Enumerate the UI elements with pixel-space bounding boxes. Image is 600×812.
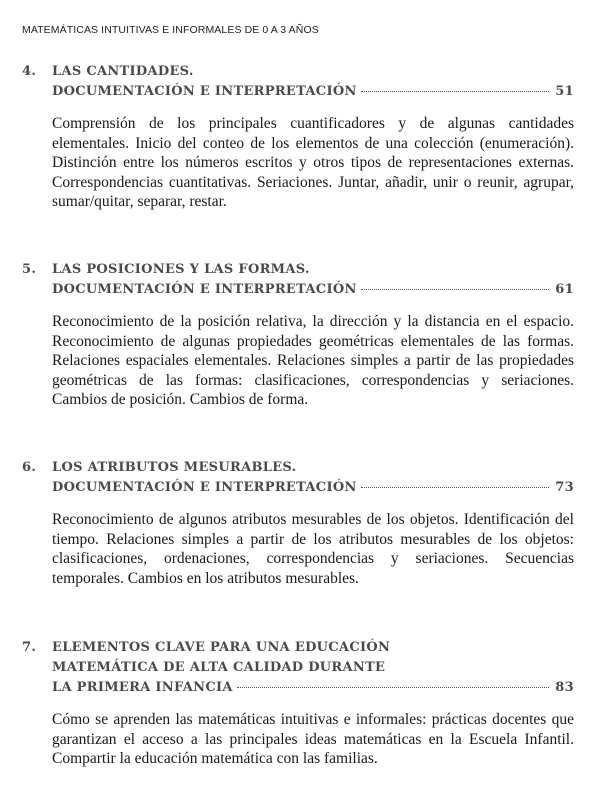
toc-entry-title-line bbox=[22, 262, 574, 282]
toc-entry-5 bbox=[22, 262, 574, 410]
entry-title: DOCUMENTACIÓN E INTERPRETACIÓN bbox=[52, 84, 357, 99]
dot-leader bbox=[361, 487, 550, 488]
entry-title: LA PRIMERA INFANCIA bbox=[52, 680, 233, 695]
entry-title: ELEMENTOS CLAVE PARA UNA EDUCACIÓN bbox=[52, 640, 391, 655]
dot-leader bbox=[361, 91, 550, 92]
toc-entry-title-line bbox=[22, 282, 574, 302]
toc-entry-title-line bbox=[22, 84, 574, 104]
page-number: 73 bbox=[555, 480, 574, 495]
toc-entry-title-line bbox=[22, 480, 574, 500]
entry-title: LOS ATRIBUTOS MESURABLES. bbox=[52, 460, 297, 475]
entry-title: DOCUMENTACIÓN E INTERPRETACIÓN bbox=[52, 480, 357, 495]
entry-description: Reconocimiento de la posición relativa, la dirección y la distancia en el espacio. Reconocimiento de algunas propiedades geométricas elementales de las formas. Relaciones espaciales elementales. Relaciones simples a partir de las propiedades geométricas de las formas: clasificaciones, correspondencias y seriaciones. Cambios de posición. Cambios de forma. bbox=[52, 313, 574, 408]
entry-description: Comprensión de los principales cuantificadores y de algunas cantidades elementales. Inicio del conteo de los elementos de una colección (enumeración). Distinción entre los números escritos y otros tipos de representaciones externas. Correspondencias cuantitativas. Seriaciones. Juntar, añadir, unir o reunir, agrupar, sumar/quitar, separar, restar. bbox=[52, 115, 574, 210]
toc-entry-title-line bbox=[22, 640, 574, 660]
toc-entry-6 bbox=[22, 460, 574, 588]
entry-description: Reconocimiento de algunos atributos mesurables de los objetos. Identificación del tiempo. Relaciones simples a partir de los atributos mesurables de los objetos: clasificaciones, ordenaciones, correspondencias y seriaciones. Secuencias temporales. Cambios en los atributos mesurables. bbox=[52, 511, 574, 587]
entry-description: Cómo se aprenden las matemáticas intuitivas e informales: prácticas docentes que garantizan el acceso a las principales ideas matemáticas en la Escuela Infantil. Compartir la educación matemática con las familias. bbox=[52, 711, 574, 767]
toc-entry-title-line bbox=[22, 680, 574, 700]
entry-number: 5. bbox=[22, 262, 37, 277]
dot-leader bbox=[237, 687, 550, 688]
entry-title: MATEMÁTICA DE ALTA CALIDAD DURANTE bbox=[52, 660, 386, 675]
page-number: 83 bbox=[555, 680, 574, 695]
toc-entry-title-line bbox=[22, 460, 574, 480]
entry-title: DOCUMENTACIÓN E INTERPRETACIÓN bbox=[52, 282, 357, 297]
toc-entry-title-line bbox=[22, 64, 574, 84]
toc-entry-title-line bbox=[22, 660, 574, 680]
entry-number: 4. bbox=[22, 64, 37, 79]
page-number: 61 bbox=[555, 282, 574, 297]
running-header: MATEMÁTICAS INTUITIVAS E INFORMALES DE 0 A 3 AÑOS bbox=[22, 24, 319, 36]
entry-number: 7. bbox=[22, 640, 37, 655]
entry-title: LAS POSICIONES Y LAS FORMAS. bbox=[52, 262, 310, 277]
entry-title: LAS CANTIDADES. bbox=[52, 64, 194, 79]
toc-entry-4 bbox=[22, 64, 574, 212]
entry-number: 6. bbox=[22, 460, 37, 475]
dot-leader bbox=[361, 289, 550, 290]
page-number: 51 bbox=[555, 84, 574, 99]
toc-entry-7 bbox=[22, 640, 574, 769]
